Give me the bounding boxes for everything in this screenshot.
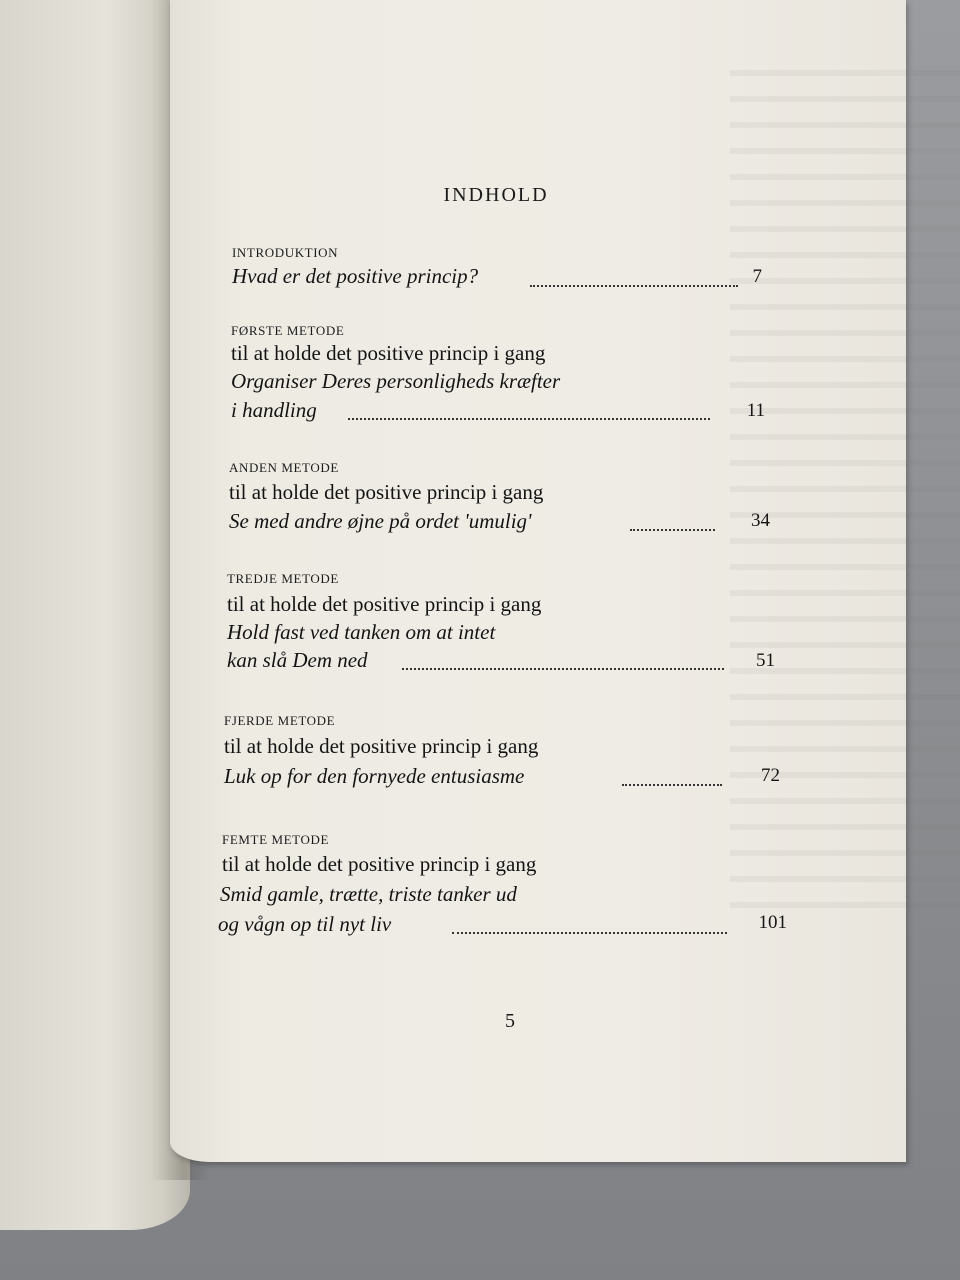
page-number: 5 [505,1010,515,1032]
toc-page-number: 34 [751,510,770,531]
toc-entry-title: i handling [231,398,317,422]
toc-section-label: INTRODUKTION [232,245,339,260]
leader-dots [452,930,727,934]
toc-entry-title: Luk op for den fornyede entusiasme [224,764,525,788]
toc-entry-title: Hold fast ved tanken om at intet [227,620,496,644]
toc-entry-title: og vågn op til nyt liv [218,912,392,936]
leader-dots [348,416,710,420]
leader-dots [622,782,722,786]
toc-page-number: 7 [752,266,762,287]
toc-entry-subtitle: til at holde det positive princip i gang [227,592,542,616]
toc-section-label: FEMTE METODE [222,832,329,847]
toc-entry-subtitle: til at holde det positive princip i gang [231,341,546,365]
toc-entry-subtitle: til at holde det positive princip i gang [222,852,537,876]
toc-page-number: 101 [758,912,787,933]
toc-section-label: FØRSTE METODE [231,323,345,338]
toc-page-number: 51 [756,650,775,671]
toc-page-number: 72 [761,765,780,786]
toc-entry-title: Smid gamle, trætte, triste tanker ud [220,882,517,906]
toc-entry-title: Organiser Deres personligheds kræfter [231,369,561,393]
leader-dots [402,666,724,670]
toc-page-number: 11 [746,400,765,421]
toc-entry-subtitle: til at holde det positive princip i gang [224,734,539,758]
toc-section-label: ANDEN METODE [229,460,339,475]
toc-entry-title: kan slå Dem ned [227,648,368,672]
toc-title: INDHOLD [443,184,549,206]
toc-entry-title: Se med andre øjne på ordet 'umulig' [229,509,532,533]
leader-dots [630,527,715,531]
toc-entry-subtitle: til at holde det positive princip i gang [229,480,544,504]
toc-entry-title: Hvad er det positive princip? [232,264,479,288]
toc-section-label: FJERDE METODE [224,713,336,728]
toc-section-label: TREDJE METODE [227,571,339,586]
